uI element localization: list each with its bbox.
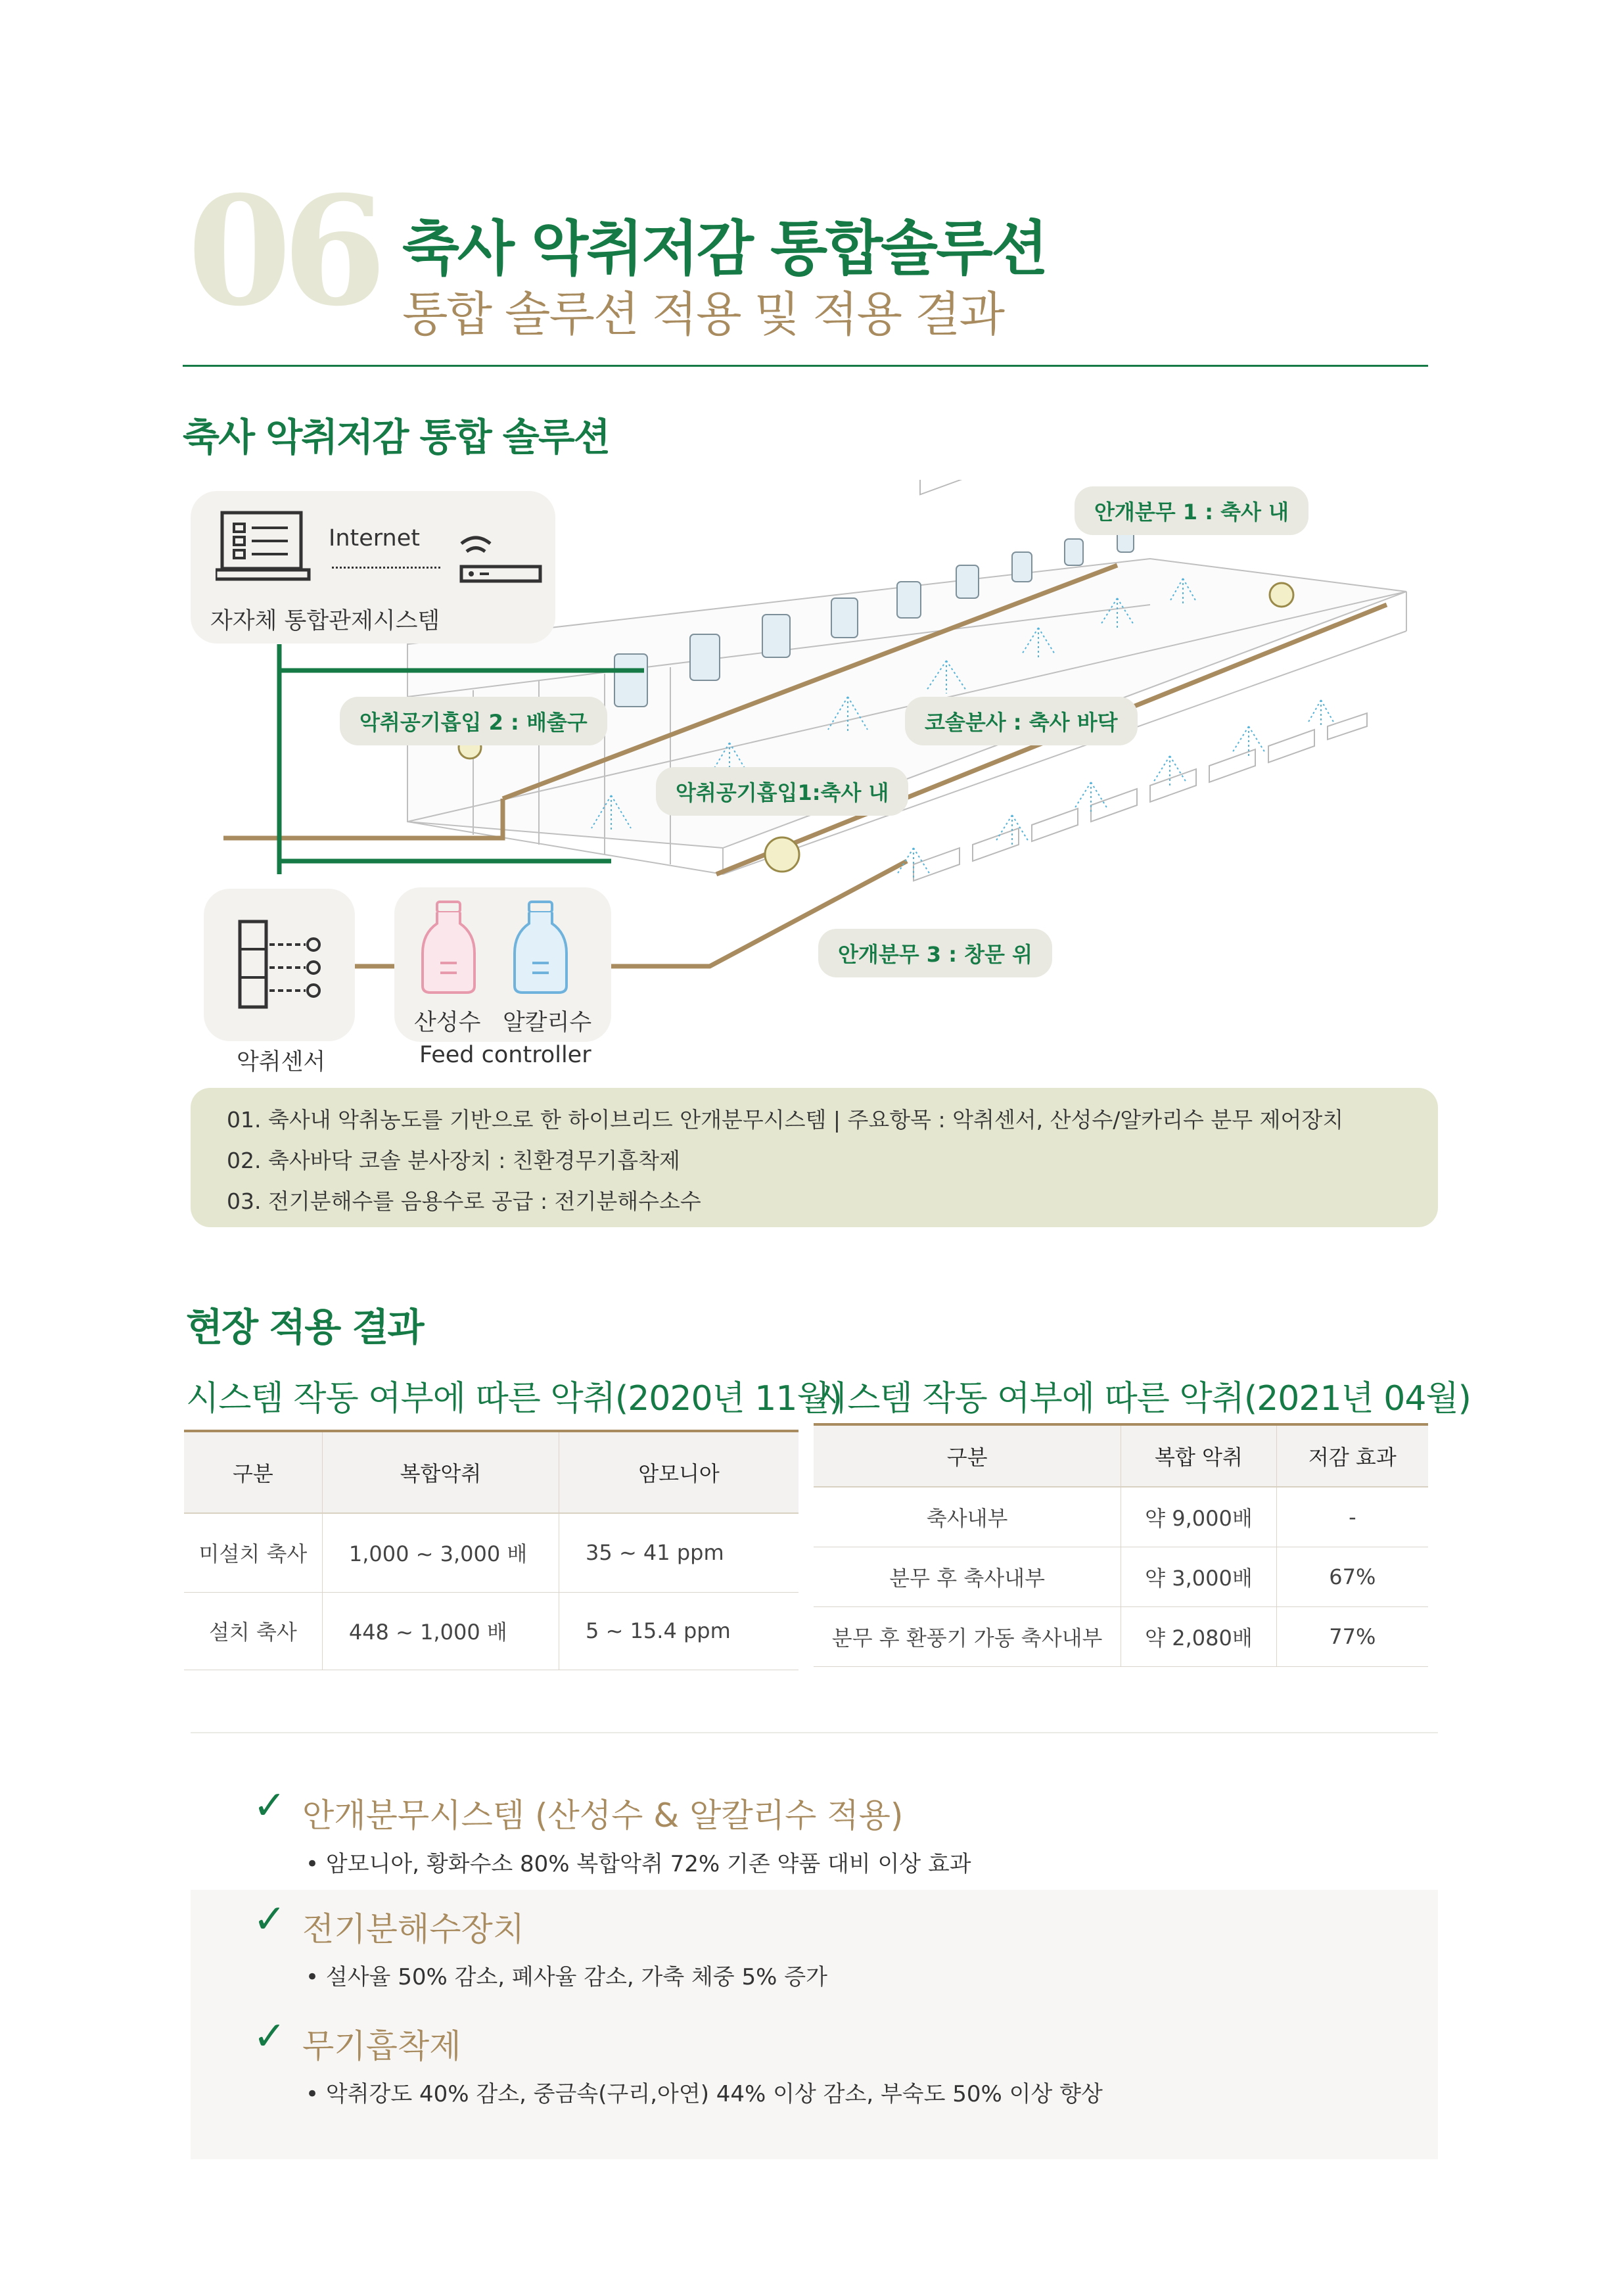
- table1-header: 구분: [184, 1431, 322, 1513]
- router-icon: [442, 530, 547, 590]
- internet-label: Internet: [329, 525, 420, 551]
- section-number: 06: [187, 163, 378, 339]
- solution-diagram: [184, 480, 1426, 1075]
- acid-water-label: 산성수: [414, 1010, 481, 1036]
- table-row: [184, 1513, 798, 1592]
- table1-header: 복합악취: [322, 1431, 559, 1513]
- alkaline-water-label: 알칼리수: [503, 1010, 592, 1036]
- table1-title: 시스템 작동 여부에 따른 악취(2020년 11월): [186, 1379, 842, 1418]
- result-detail-fog-system: • 암모니아, 황화수소 80% 복합악취 72% 기존 약품 대비 이상 효과: [306, 1851, 971, 1877]
- page-subtitle: 통합 솔루션 적용 및 적용 결과: [402, 287, 1004, 342]
- table-cell: 약 2,080배: [1121, 1606, 1276, 1666]
- table2-header: 복합 악취: [1121, 1424, 1276, 1487]
- section-title-solution: 축사 악취저감 통합 솔루션: [183, 415, 609, 459]
- check-icon: ✓: [253, 1783, 287, 1829]
- table-cell: 1,000 ~ 3,000 배: [322, 1513, 559, 1592]
- tag-air-intake-1: 악취공기흡입1:축사 내: [656, 767, 908, 816]
- table-cell: -: [1276, 1487, 1428, 1547]
- table-row: [814, 1487, 1428, 1547]
- monitor-icon: [216, 509, 314, 583]
- table-cell: 약 9,000배: [1121, 1487, 1276, 1547]
- check-icon: ✓: [253, 2013, 287, 2059]
- table-cell: 35 ~ 41 ppm: [559, 1513, 798, 1592]
- feed-controller-card: [394, 887, 611, 1042]
- internet-connection-line: [332, 567, 440, 569]
- result-title-electrolysis: 전기분해수장치: [302, 1910, 525, 1948]
- table-cell: 67%: [1276, 1547, 1428, 1606]
- info-line-2: 02. 축사바닥 코솔 분사장치 : 친환경무기흡착제: [227, 1148, 680, 1173]
- tag-air-intake-2: 악취공기흡입 2 : 배출구: [340, 697, 607, 745]
- section-title-results: 현장 적용 결과: [186, 1305, 423, 1349]
- table-2021-results: [814, 1423, 1428, 1667]
- table2-title: 시스템 작동 여부에 따른 악취(2021년 04월): [815, 1379, 1471, 1418]
- tag-floor-spray: 코솔분사 : 축사 바닥: [905, 697, 1138, 745]
- result-detail-electrolysis: • 설사율 50% 감소, 폐사율 감소, 가축 체중 5% 증가: [306, 1964, 827, 1990]
- table-cell: 약 3,000배: [1121, 1547, 1276, 1606]
- sensor-label: 악취센서: [237, 1049, 326, 1075]
- acid-water-bottle-icon: [417, 901, 480, 996]
- table-cell: 분무 후 축사내부: [814, 1547, 1121, 1606]
- header-divider: [183, 365, 1428, 367]
- results-divider: [191, 1732, 1438, 1733]
- sensor-icon: [233, 915, 332, 1014]
- control-system-label: 자자체 통합관제시스템: [210, 608, 440, 634]
- table-cell: 축사내부: [814, 1487, 1121, 1547]
- feed-controller-label: Feed controller: [419, 1042, 591, 1068]
- result-detail-adsorbent: • 악취강도 40% 감소, 중금속(구리,아연) 44% 이상 감소, 부숙도 50% 이상 향상: [306, 2081, 1103, 2107]
- info-line-3: 03. 전기분해수를 음용수로 공급 : 전기분해수소수: [227, 1188, 701, 1214]
- control-system-card: [191, 491, 555, 644]
- table-row: [814, 1547, 1428, 1606]
- table-2020-results: [184, 1430, 798, 1670]
- table-cell: 미설치 축사: [184, 1513, 322, 1592]
- table-cell: 5 ~ 15.4 ppm: [559, 1592, 798, 1670]
- tag-fog-spray-1: 안개분무 1 : 축사 내: [1075, 486, 1308, 535]
- table2-header: 구분: [814, 1424, 1121, 1487]
- page-title: 축사 악취저감 통합솔루션: [402, 214, 1047, 283]
- check-icon: ✓: [253, 1896, 287, 1942]
- table-cell: 77%: [1276, 1606, 1428, 1666]
- table-cell: 설치 축사: [184, 1592, 322, 1670]
- result-title-adsorbent: 무기흡착제: [302, 2027, 461, 2065]
- table-row: [814, 1606, 1428, 1666]
- table-cell: 분무 후 환풍기 가동 축사내부: [814, 1606, 1121, 1666]
- tag-fog-spray-3: 안개분무 3 : 창문 위: [818, 929, 1052, 977]
- sensor-card: [204, 889, 355, 1041]
- table-row: [184, 1592, 798, 1670]
- table1-header: 암모니아: [559, 1431, 798, 1513]
- table-cell: 448 ~ 1,000 배: [322, 1592, 559, 1670]
- alkaline-water-bottle-icon: [509, 901, 572, 996]
- info-line-1: 01. 축사내 악취농도를 기반으로 한 하이브리드 안개분무시스템 | 주요항목 : 악취센서, 산성수/알카리수 분무 제어장치: [227, 1107, 1344, 1133]
- result-title-fog-system: 안개분무시스템 (산성수 & 알칼리수 적용): [302, 1796, 904, 1835]
- table2-header: 저감 효과: [1276, 1424, 1428, 1487]
